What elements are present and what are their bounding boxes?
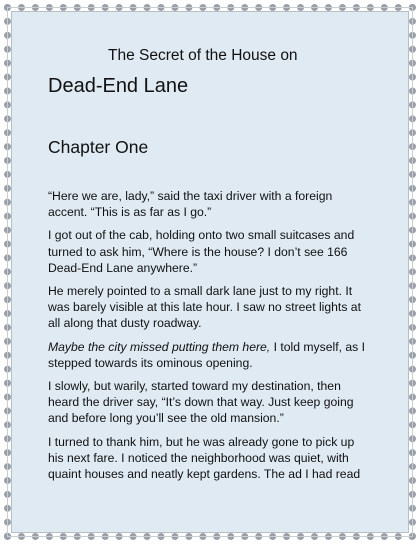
paragraph-italic-text: Maybe the city missed putting them here, xyxy=(48,339,271,354)
paragraphs xyxy=(48,188,372,482)
paragraph-text: “Here we are, lady,” said the taxi driver with a foreign accent. “This is as far as I go.” xyxy=(48,189,333,220)
title-line-1: The Secret of the House on xyxy=(108,47,298,64)
paragraph-text: I told myself, as I stepped towards its ominous opening. xyxy=(48,339,366,370)
document-content xyxy=(48,46,372,489)
paragraph xyxy=(48,227,372,276)
paragraph xyxy=(48,339,372,371)
paragraph xyxy=(48,188,372,220)
paragraph-text: I slowly, but warily, started toward my destination, then heard the driver say, “It’s down that way. Just keep going and before long you’ll see the old mansion.” xyxy=(48,379,354,426)
title-line-2: Dead-End Lane xyxy=(48,75,189,97)
paragraph xyxy=(48,378,372,427)
paragraph-text: I got out of the cab, holding onto two small suitcases and turned to ask him, “Where is the house? I don’t see 166 Dead-End Lane anywhere.” xyxy=(48,228,355,275)
paragraph-text: He merely pointed to a small dark lane just to my right. It was barely visible at this late hour. I saw no street lights at all along that dusty roadway. xyxy=(48,284,361,331)
chapter-heading: Chapter One xyxy=(48,137,149,157)
paragraph xyxy=(48,283,372,332)
paragraph xyxy=(48,434,372,483)
paragraph-text: I turned to thank him, but he was already gone to pick up his next fare. I noticed the neighborhood was quiet, with quaint houses and neatly kept gardens. The ad I had read xyxy=(48,434,361,482)
